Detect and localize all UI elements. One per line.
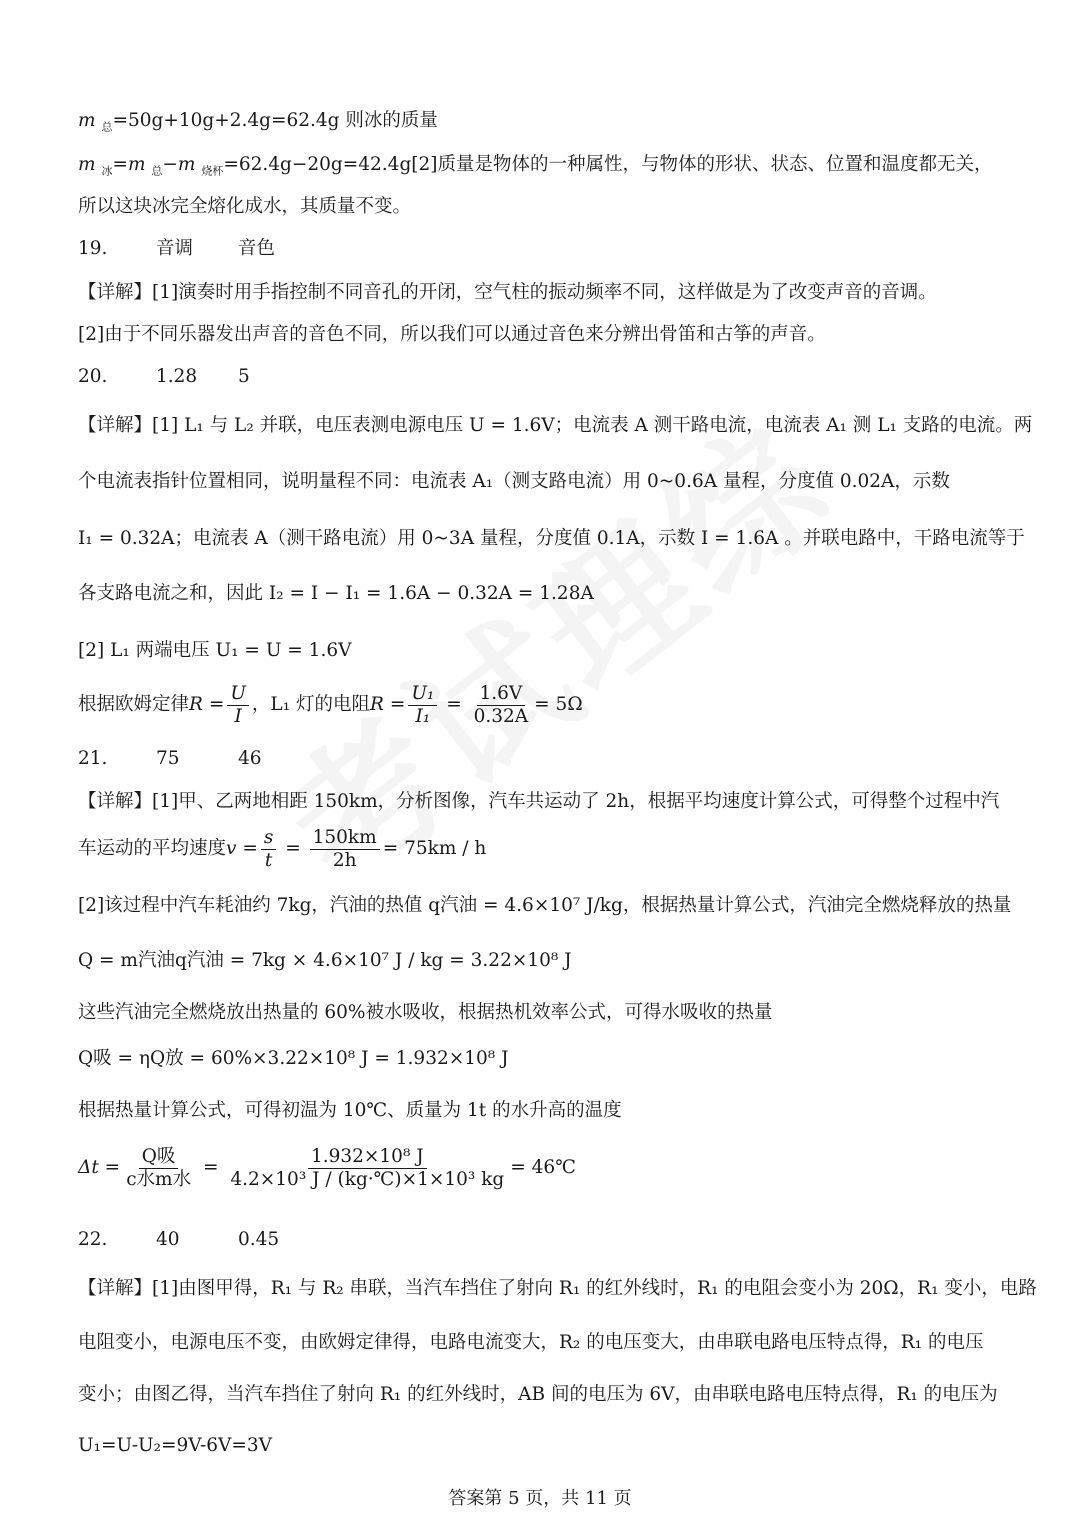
text-line: 变小；由图乙得，当汽车挡住了射向 R₁ 的红外线时，AB 间的电压为 6V，由串联电路电压特点得，R₁ 的电压为: [78, 1384, 998, 1405]
text-line: 各支路电流之和，因此 I₂ = I − I₁ = 1.6A − 0.32A = 1.28A: [78, 583, 594, 604]
text-line: 个电流表指针位置相同，说明量程不同：电流表 A₁（测支路电流）用 0~0.6A 量程，分度值 0.02A，示数: [78, 471, 950, 492]
text-line: 电阻变小，电源电压不变，由欧姆定律得，电路电流变大，R₂ 的电压变大，由串联电路电压特点得，R₁ 的电压: [78, 1332, 984, 1353]
question-21: 21. 75 46: [78, 748, 262, 769]
text-line: 车运动的平均速度v = $\frac{s}{t}$ = $\frac{150km}{2h}$ = 75km / h: [78, 826, 487, 871]
text-line: m $_冰$=m $_总$−m $_{烧杯}$=62.4g−20g=42.4g[2]质量是物体的一种属性，与物体的形状、状态、位置和温度都无关，: [78, 154, 993, 178]
text-line: 根据欧姆定律R = $\frac{U}{I}$ ，L₁ 灯的电阻R = $\frac{\text{U₁}}{\text{I₁}}$ = $\frac{1.6V}{0.32A}$ = 5Ω: [78, 682, 583, 727]
text-line: 【详解】[1]由图甲得，R₁ 与 R₂ 串联，当汽车挡住了射向 R₁ 的红外线时，R₁ 的电阻会变小为 20Ω，R₁ 变小，电路: [78, 1278, 1037, 1299]
text-line: [2]该过程中汽车耗油约 7kg，汽油的热值 q汽油 = 4.6×10⁷ J/kg，根据热量计算公式，汽油完全燃烧释放的热量: [78, 895, 1012, 916]
text-line: 这些汽油完全燃烧放出热量的 60%被水吸收，根据热机效率公式，可得水吸收的热量: [78, 1002, 773, 1023]
text-line: Q吸 = ηQ放 = 60%×3.22×10⁸ J = 1.932×10⁸ J: [78, 1048, 509, 1069]
text-line: 根据热量计算公式，可得初温为 10℃、质量为 1t 的水升高的温度: [78, 1100, 622, 1121]
text-line: 【详解】[1]演奏时用手指控制不同音孔的开闭，空气柱的振动频率不同，这样做是为了改变声音的音调。: [78, 282, 937, 303]
question-19: 19. 音调 音色: [78, 238, 276, 259]
text-line: 所以这块冰完全熔化成水，其质量不变。: [78, 196, 412, 217]
page-footer: 答案第 5 页，共 11 页: [448, 1488, 632, 1509]
question-22: 22. 40 0.45: [78, 1229, 280, 1250]
text-line: m $_总$=50g+10g+2.4g=62.4g 则冰的质量: [78, 110, 438, 134]
text-line: [2] L₁ 两端电压 U₁ = U = 1.6V: [78, 640, 352, 661]
text-line: I₁ = 0.32A；电流表 A（测干路电流）用 0~3A 量程，分度值 0.1A，示数 I = 1.6A 。并联电路中，干路电流等于: [78, 528, 1025, 549]
text-line: [2]由于不同乐器发出声音的音色不同，所以我们可以通过音色来分辨出骨笛和古筝的声音。: [78, 324, 826, 345]
text-line: U₁=U-U₂=9V-6V=3V: [78, 1435, 272, 1456]
text-line: 【详解】[1]甲、乙两地相距 150km，分析图像，汽车共运动了 2h，根据平均速度计算公式，可得整个过程中汽: [78, 791, 1000, 812]
text-line: Δt = $\frac{\text{Q吸}}{\text{c水m水}}$ = $\frac{\text{1.932×10⁸ J}}{\text{4.2×10³ J / (kg·℃)×1×10³ kg}}$ = 46℃: [78, 1145, 576, 1190]
text-line: Q = m汽油q汽油 = 7kg × 4.6×10⁷ J / kg = 3.22×10⁸ J: [78, 950, 572, 971]
question-20: 20. 1.28 5: [78, 366, 250, 387]
text-line: 【详解】[1] L₁ 与 L₂ 并联，电压表测电源电压 U = 1.6V；电流表 A 测干路电流，电流表 A₁ 测 L₁ 支路的电流。两: [78, 415, 1033, 436]
